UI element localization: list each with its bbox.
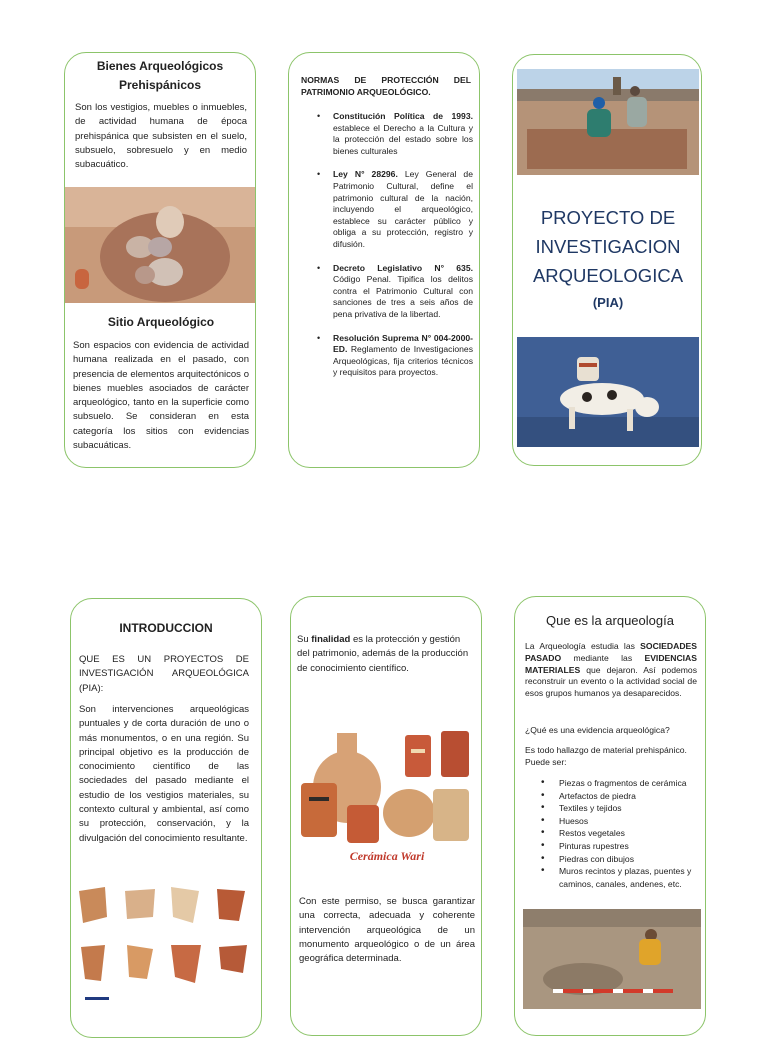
evidencia-item: • Piezas o fragmentos de cerámica: [559, 777, 699, 790]
evidencia-question: ¿Qué es una evidencia arqueológica?: [525, 725, 670, 735]
evidencia-item: • Muros recintos y plazas, puentes y caminos, canales, andenes, etc.: [559, 865, 699, 890]
normas-list: [289, 111, 480, 391]
norma-item: • Ley N° 28296. Ley General de Patrimonio Cultural, define el patrimonio cultural de la nación, incluyendo el arqueológico, establece su carácter público y obliga a su protección, registro y difusión.: [333, 169, 480, 250]
evidencia-item: • Pinturas rupestres: [559, 840, 699, 853]
evidencia-item: • Artefactos de piedra: [559, 790, 699, 803]
evidencia-item: • Piedras con dibujos: [559, 853, 699, 866]
intro-title: INTRODUCCION: [119, 621, 213, 635]
intro-question: QUE ES UN PROYECTOS DE INVESTIGACIÓN ARQUEOLÓGICA (PIA):: [79, 654, 249, 694]
norma-item: • Constitución Política de 1993. establece el Derecho a la Cultura y la protección del estado sobre los bienes culturales: [333, 111, 480, 157]
cover-title: PROYECTO DE INVESTIGACION ARQUEOLOGICA: [532, 207, 684, 286]
sitio-text: Son espacios con evidencia de actividad humana realizada en el pasado, con presencia de elementos arquitectónicos o bienes muebles asociados de carácter arqueológico, tanto en la superficie como subsuelo. Se consideran en esta categoría los sitios con evidencias subacuáticas.: [73, 340, 249, 452]
wari-ceramics-photo: [295, 727, 477, 859]
archaeologists-photo: [517, 69, 699, 175]
panel-introduccion: [70, 598, 262, 1038]
arqueologia-intro: La Arqueología estudia las SOCIEDADES PASADO mediante las EVIDENCIAS MATERIALES que dejaron. Así podemos reconstruir un evento o la actividad social de esos grupos humanos ya desaparecidos.: [525, 641, 697, 699]
ceramica-wari-caption: Cerámica Wari: [349, 849, 425, 863]
bienes-text: Son los vestigios, muebles o inmuebles, de actividad humana de época prehispánica que subsisten en el suelo, subsuelo, sobresuelo y en medio subacuático.: [75, 102, 247, 171]
norma-item: • Decreto Legislativo N° 635. Código Penal. Tipifica los delitos contra el Patrimonio Cultural con sanciones de tres a seis años de pena privativa de la libertad.: [333, 263, 480, 321]
arqueologia-title: Que es la arqueología: [546, 613, 674, 628]
ceramic-vessel-photo: [517, 337, 699, 447]
panel-cover: [512, 54, 702, 466]
evidencia-item: • Huesos: [559, 815, 699, 828]
excavation-site-photo: [523, 909, 701, 1009]
evidencia-list: [515, 777, 699, 890]
evidencia-answer: Es todo hallazgo de material prehispánico. Puede ser:: [525, 745, 687, 767]
normas-title: NORMAS DE PROTECCIÓN DEL PATRIMONIO ARQUEOLÓGICO.: [301, 75, 471, 97]
intro-text: Son intervenciones arqueológicas puntuales y de corta duración de uno o más monumentos, o en una región. Su principal objetivo es la producción de conocimiento científico de las sociedades del pasado mediante el estudio de los vestigios materiales, su contexto cultural y ambiental, así como su protección, conservación, y la divulgación del conocimiento resultante.: [79, 704, 249, 844]
sitio-subtitle: Sitio Arqueológico: [107, 315, 215, 329]
ceramics-excavation-photo: [65, 187, 256, 303]
norma-item: • Resolución Suprema N° 004-2000-ED. Reglamento de Investigaciones Arqueológicas, fija criterios técnicos y requisitos para proyectos.: [333, 333, 480, 379]
pottery-fragments-photo: [75, 883, 255, 1005]
bienes-title: Bienes Arqueológicos Prehispánicos: [96, 59, 224, 92]
evidencia-item: • Textiles y tejidos: [559, 802, 699, 815]
panel-normas-proteccion: [288, 52, 480, 468]
permiso-text: Con este permiso, se busca garantizar una correcta, adecuada y coherente intervención arqueológica de un monumento arqueológico o de un área geográfica determinada.: [299, 896, 475, 965]
finalidad-text: Su finalidad es la protección y gestión del patrimonio, además de la producción de conocimiento científico.: [297, 634, 469, 674]
panel-bienes-arqueologicos: [64, 52, 256, 468]
panel-que-es-arqueologia: [514, 596, 706, 1036]
panel-finalidad: [290, 596, 482, 1036]
evidencia-item: • Restos vegetales: [559, 827, 699, 840]
cover-acronym: (PIA): [592, 295, 624, 310]
